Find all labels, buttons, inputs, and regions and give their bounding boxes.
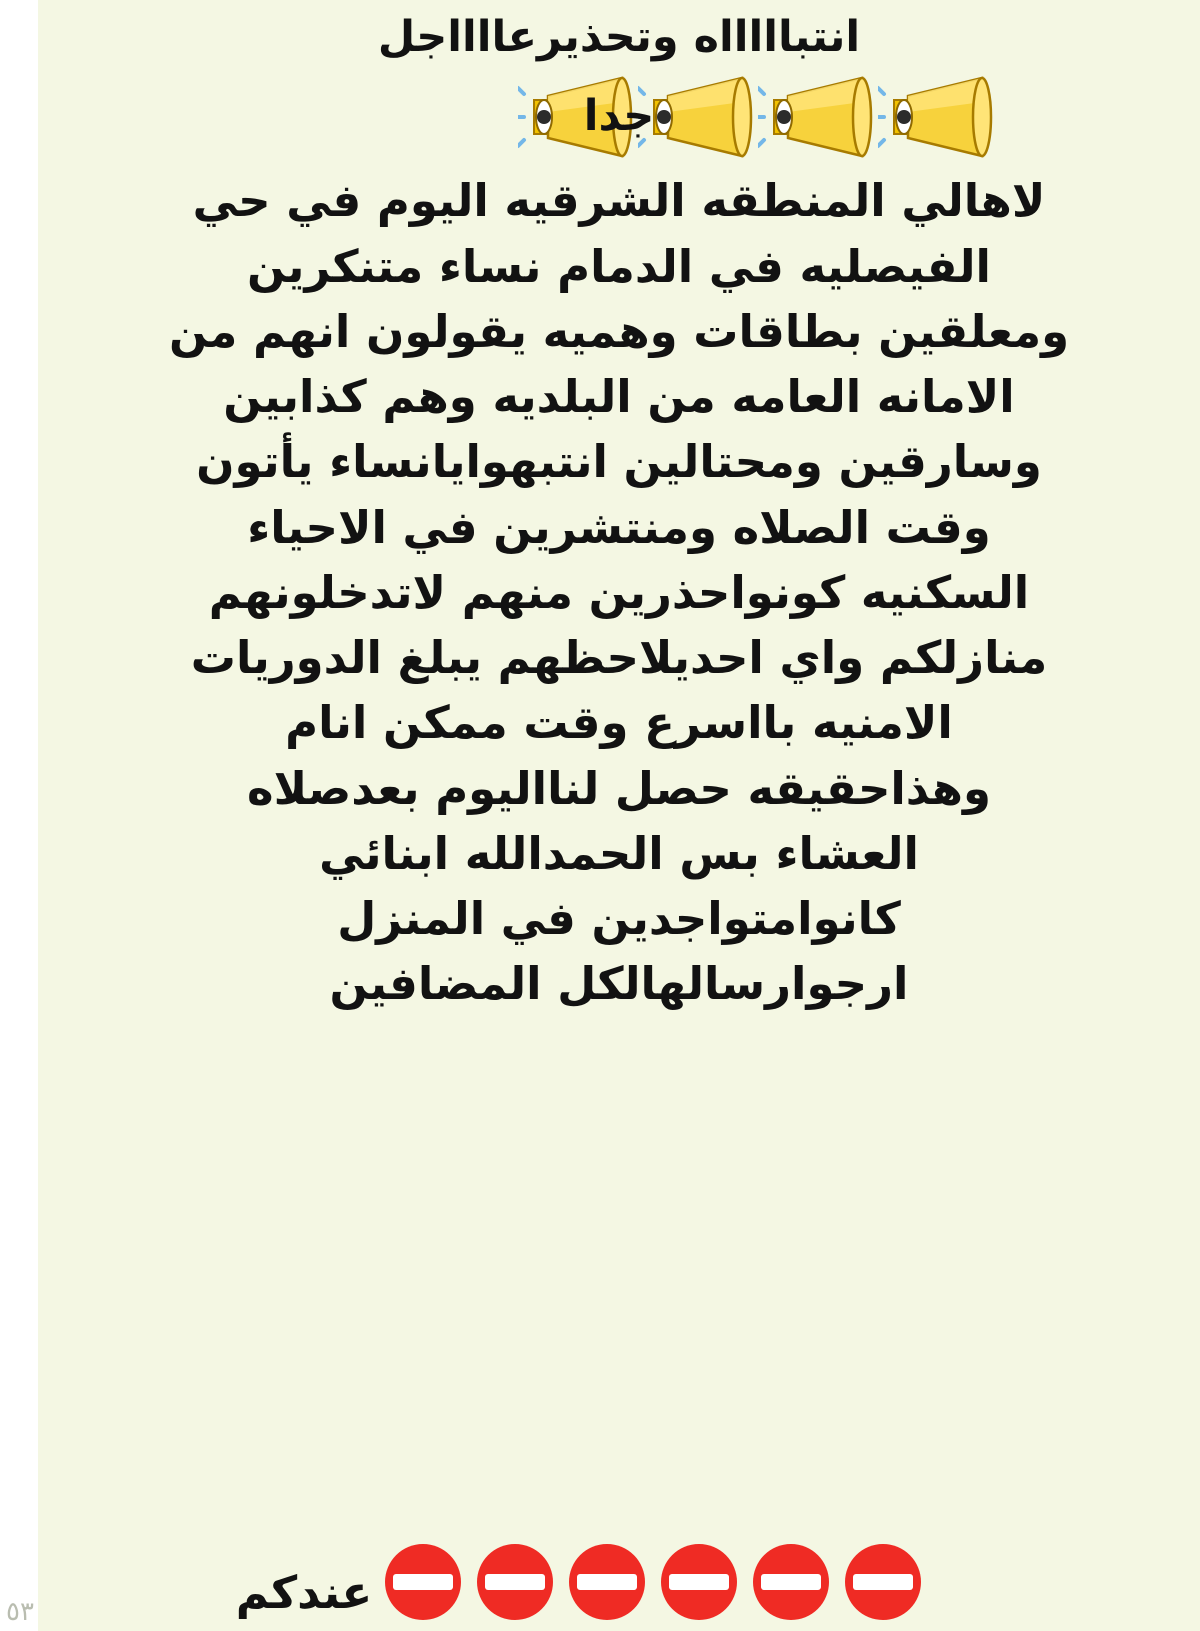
- no-entry-icon: [474, 1541, 556, 1623]
- headline-line-2: [64, 68, 1174, 164]
- headline-line-1: انتباااااه وتحذيرعااااجل: [377, 12, 861, 62]
- body-line: لاهالي المنطقه الشرقيه اليوم في حي: [192, 174, 1046, 228]
- message-body: [64, 168, 1174, 1016]
- body-line: ارجوارسالهالكل المضافين: [329, 957, 909, 1011]
- footer-row: [0, 1541, 1200, 1623]
- body-line: العشاء بس الحمدالله ابنائي: [319, 826, 919, 880]
- body-line: وسارقين ومحتالين انتبهوايانساء يأتون: [196, 435, 1042, 489]
- body-line: الامنيه بااسرع وقت ممكن انام: [285, 696, 953, 750]
- body-line: كانوامتواجدين في المنزل: [337, 892, 901, 946]
- megaphone-icon: [758, 70, 876, 162]
- megaphone-icon: [878, 70, 996, 162]
- megaphone-icon: [638, 70, 756, 162]
- body-line: الامانه العامه من البلديه وهم كذابين: [223, 370, 1015, 424]
- corner-stamp: ٥٣: [6, 1597, 34, 1627]
- body-line: منازلكم واي احديلاحظهم يبلغ الدوريات: [190, 631, 1048, 685]
- no-entry-icon: [750, 1541, 832, 1623]
- footer-text: عندكم: [235, 1566, 373, 1619]
- headline-line-2-text: جدا: [583, 91, 655, 142]
- body-line: السكنيه كونواحذرين منهم لاتدخلونهم: [208, 565, 1030, 619]
- body-line: الفيصليه في الدمام نساء متنكرين: [247, 239, 991, 293]
- body-line: وهذاحقيقه حصل لنااليوم بعدصلاه: [247, 761, 991, 815]
- message-content: [38, 0, 1200, 1017]
- no-entry-icon: [842, 1541, 924, 1623]
- no-entry-icon: [658, 1541, 740, 1623]
- no-entry-icon: [382, 1541, 464, 1623]
- body-line: ومعلقين بطاقات وهميه يقولون انهم من: [168, 304, 1070, 358]
- body-line: وقت الصلاه ومنتشرين في الاحياء: [247, 500, 991, 554]
- left-gutter: [0, 0, 38, 1631]
- no-entry-icon: [566, 1541, 648, 1623]
